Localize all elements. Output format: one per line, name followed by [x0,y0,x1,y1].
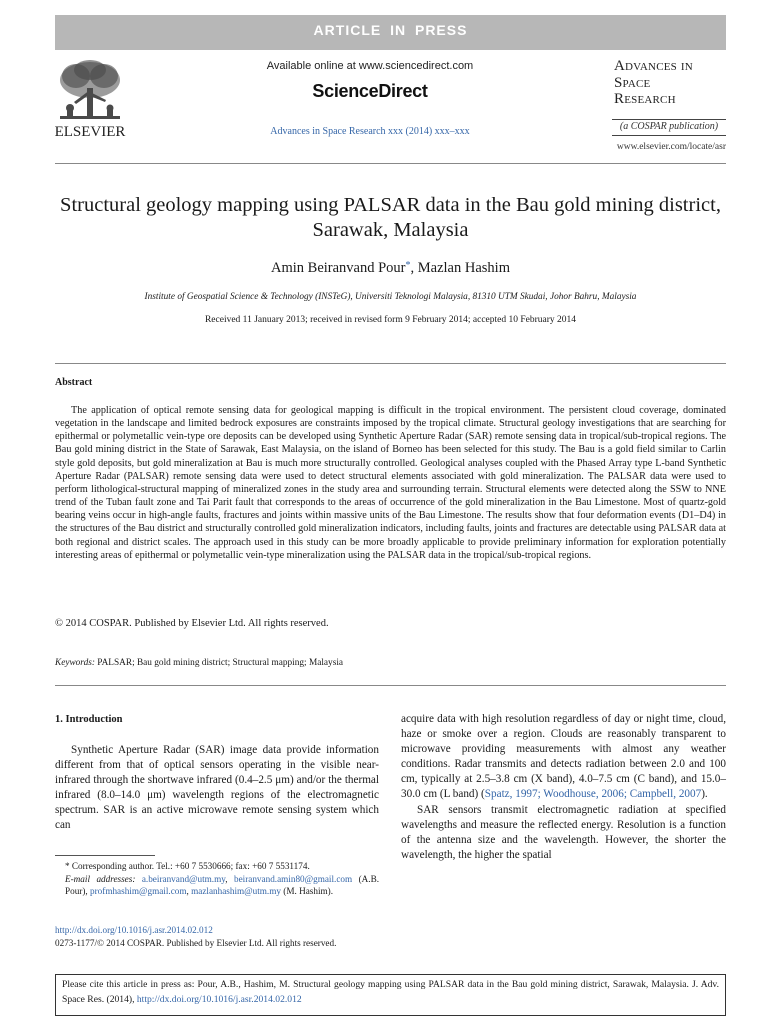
citation-text: Please cite this article in press as: Pour, A.B., Hashim, M. Structural geology mapping using PALSAR data in the Bau gold mining district, Sarawak, Malaysia. J. Adv. Space Res. (2014), [62,979,719,1005]
email-link[interactable]: a.beiranvand@utm.my [141,873,226,884]
email-link[interactable]: beiranvand.amin80@gmail.com [233,873,353,884]
paragraph-text: acquire data with high resolution regardless of day or night time, cloud, haze or smoke over a region. Clouds are reasonably transparent to microwave providing measurements with almost any weather conditions. Radar transmits and detects radiation between 2.0 and 100 cm, typically at 2.5–3.8 cm (X band), 4.0–7.5 cm (C band), and 15.0–30.0 cm (L band) ( [401,713,726,801]
keywords [55,658,343,668]
intro-right-paragraph-1 [401,712,726,803]
paragraph-text: ). [701,788,708,801]
abstract-heading: Abstract [55,377,93,388]
doi-block [55,924,336,950]
journal-title-line1: Advances in [614,58,693,74]
abstract-top-divider [55,363,726,364]
journal-title-line3: Research [614,91,676,107]
journal-rule-top [612,119,726,120]
intro-right-column [401,712,726,863]
footnote-divider [55,855,155,856]
corresponding-author-note: * Corresponding author. Tel.: +60 7 5530666; fax: +60 7 5531174. [65,861,310,871]
sciencedirect-logo: ScienceDirect [312,81,428,101]
journal-url[interactable]: www.elsevier.com/locate/asr [616,142,726,152]
separator: , [225,873,234,884]
section-heading: 1. Introduction [55,714,123,725]
abstract-copyright: © 2014 COSPAR. Published by Elsevier Ltd. All rights reserved. [55,618,329,629]
journal-subtitle: (a COSPAR publication) [619,121,719,132]
intro-left-paragraph: Synthetic Aperture Radar (SAR) image data provide information different from that of optical sensors operating in the visible near-infrared through the shortwave infrared (0.4–2.5 μm) and/or the thermal infrared (8.0–14.0 μm) wavelength regions of the electromagnetic spectrum. SAR is an active microwave remote sensing system which can [55,744,379,832]
journal-title-line2: Space [614,74,651,91]
article-in-press-banner: ARTICLE IN PRESS [55,15,726,50]
received-dates: Received 11 January 2013; received in revised form 9 February 2014; accepted 10 February 2014 [204,315,577,325]
email-label: E-mail addresses: [65,873,136,884]
author-name: , Mazlan Hashim [410,260,510,276]
doi-link[interactable]: http://dx.doi.org/10.1016/j.asr.2014.02.012 [55,925,213,935]
available-online: Available online at www.sciencedirect.com [266,60,474,72]
email-note [55,873,379,898]
citation-box [55,974,726,1016]
journal-citation-line[interactable]: Advances in Space Research xxx (2014) xxx–xxx [270,126,470,137]
journal-title [614,58,728,108]
corresponding-author-mark[interactable]: * [405,260,411,271]
header-divider [55,163,726,164]
author-name: Amin Beiranvand Pour [271,260,406,276]
footnotes [55,860,379,898]
email-link[interactable]: profmhashim@gmail.com [90,886,187,897]
keywords-text: PALSAR; Bau gold mining district; Structural mapping; Malaysia [94,658,344,668]
author-initials: (M. Hashim). [280,886,334,897]
citation-doi-link[interactable]: http://dx.doi.org/10.1016/j.asr.2014.02.012 [136,994,302,1005]
issn-line: 0273-1177/© 2014 COSPAR. Published by Elsevier Ltd. All rights reserved. [55,938,337,948]
reference-links[interactable]: Spatz, 1997; Woodhouse, 2006; Campbell, 2007 [484,788,702,801]
affiliation: Institute of Geospatial Science & Technology (INSTeG), Universiti Teknologi Malaysia, 81310 UTM Skudai, Johor Bahru, Malaysia [144,292,637,302]
article-title: Structural geology mapping using PALSAR data in the Bau gold mining district, Sarawak, Malaysia [60,194,721,241]
author-initials: (A.B. Pour), [65,873,379,897]
intro-right-paragraph-2: SAR sensors transmit electromagnetic radiation at specified wavelengths and measure the reflected energy. Resolution is a function of the antenna size and the wavelength. However, the shorter the wavelength, the higher the spatial [401,803,726,861]
separator: , [186,886,192,897]
email-link[interactable]: mazlanhashim@utm.my [191,886,281,897]
body-top-divider [55,685,726,686]
publisher-name: ELSEVIER [54,124,126,140]
author-list [55,260,726,277]
elsevier-tree-logo [52,58,128,124]
abstract-text: The application of optical remote sensing data for geological mapping is difficult in the tropical environment. The persistent cloud coverage, dominated vegetation in the landscape and limited bedrock exposures are constraints imposed by the tropical climate. Structural geology investigations that are searching for epithermal or polymetallic vein-type ore deposits can be developed using Synthetic Aperture Radar (SAR) remote sensing data in tropical/sub-tropical regions. The Bau gold mining district in the State of Sarawak, East Malaysia, on the island of Borneo has been selected for this study. The Bau is a gold field similar to Carlin style gold deposits, but gold mineralization at Bau is much more structurally controlled. Geological analyses coupled with the Phased Array type L-band Synthetic Aperture Radar (PALSAR) remote sensing data were used to detect structural elements associated with gold mineralization. The PALSAR data were used to perform lithological-structural mapping of mineralized zones in the study area and surrounding terrain. Structural elements were detected along the SSW to NNE trend of the Tuban fault zone and Tai Parit fault that corresponds to the areas of occurrence of the gold mineralization in the Bau Limestone. Most of quartz-gold bearing veins occur in high-angle faults, fractures and joints within massive units of the Bau Limestone. The results show that four deformation events (D1–D4) in the structures of the Bau district and structurally controlled gold mineralization indicators, including faults, joints and fractures are detectable using PALSAR data at both regional and district scales. The approach used in this study can be more broadly applicable to provide preliminary information for exploration potentially interesting areas of epithermal or polymetallic vein-type mineralization using the PALSAR data in the tropical/sub-tropical regions. [55,405,726,561]
keywords-label: Keywords: [55,658,95,668]
journal-rule-bottom [612,135,726,136]
